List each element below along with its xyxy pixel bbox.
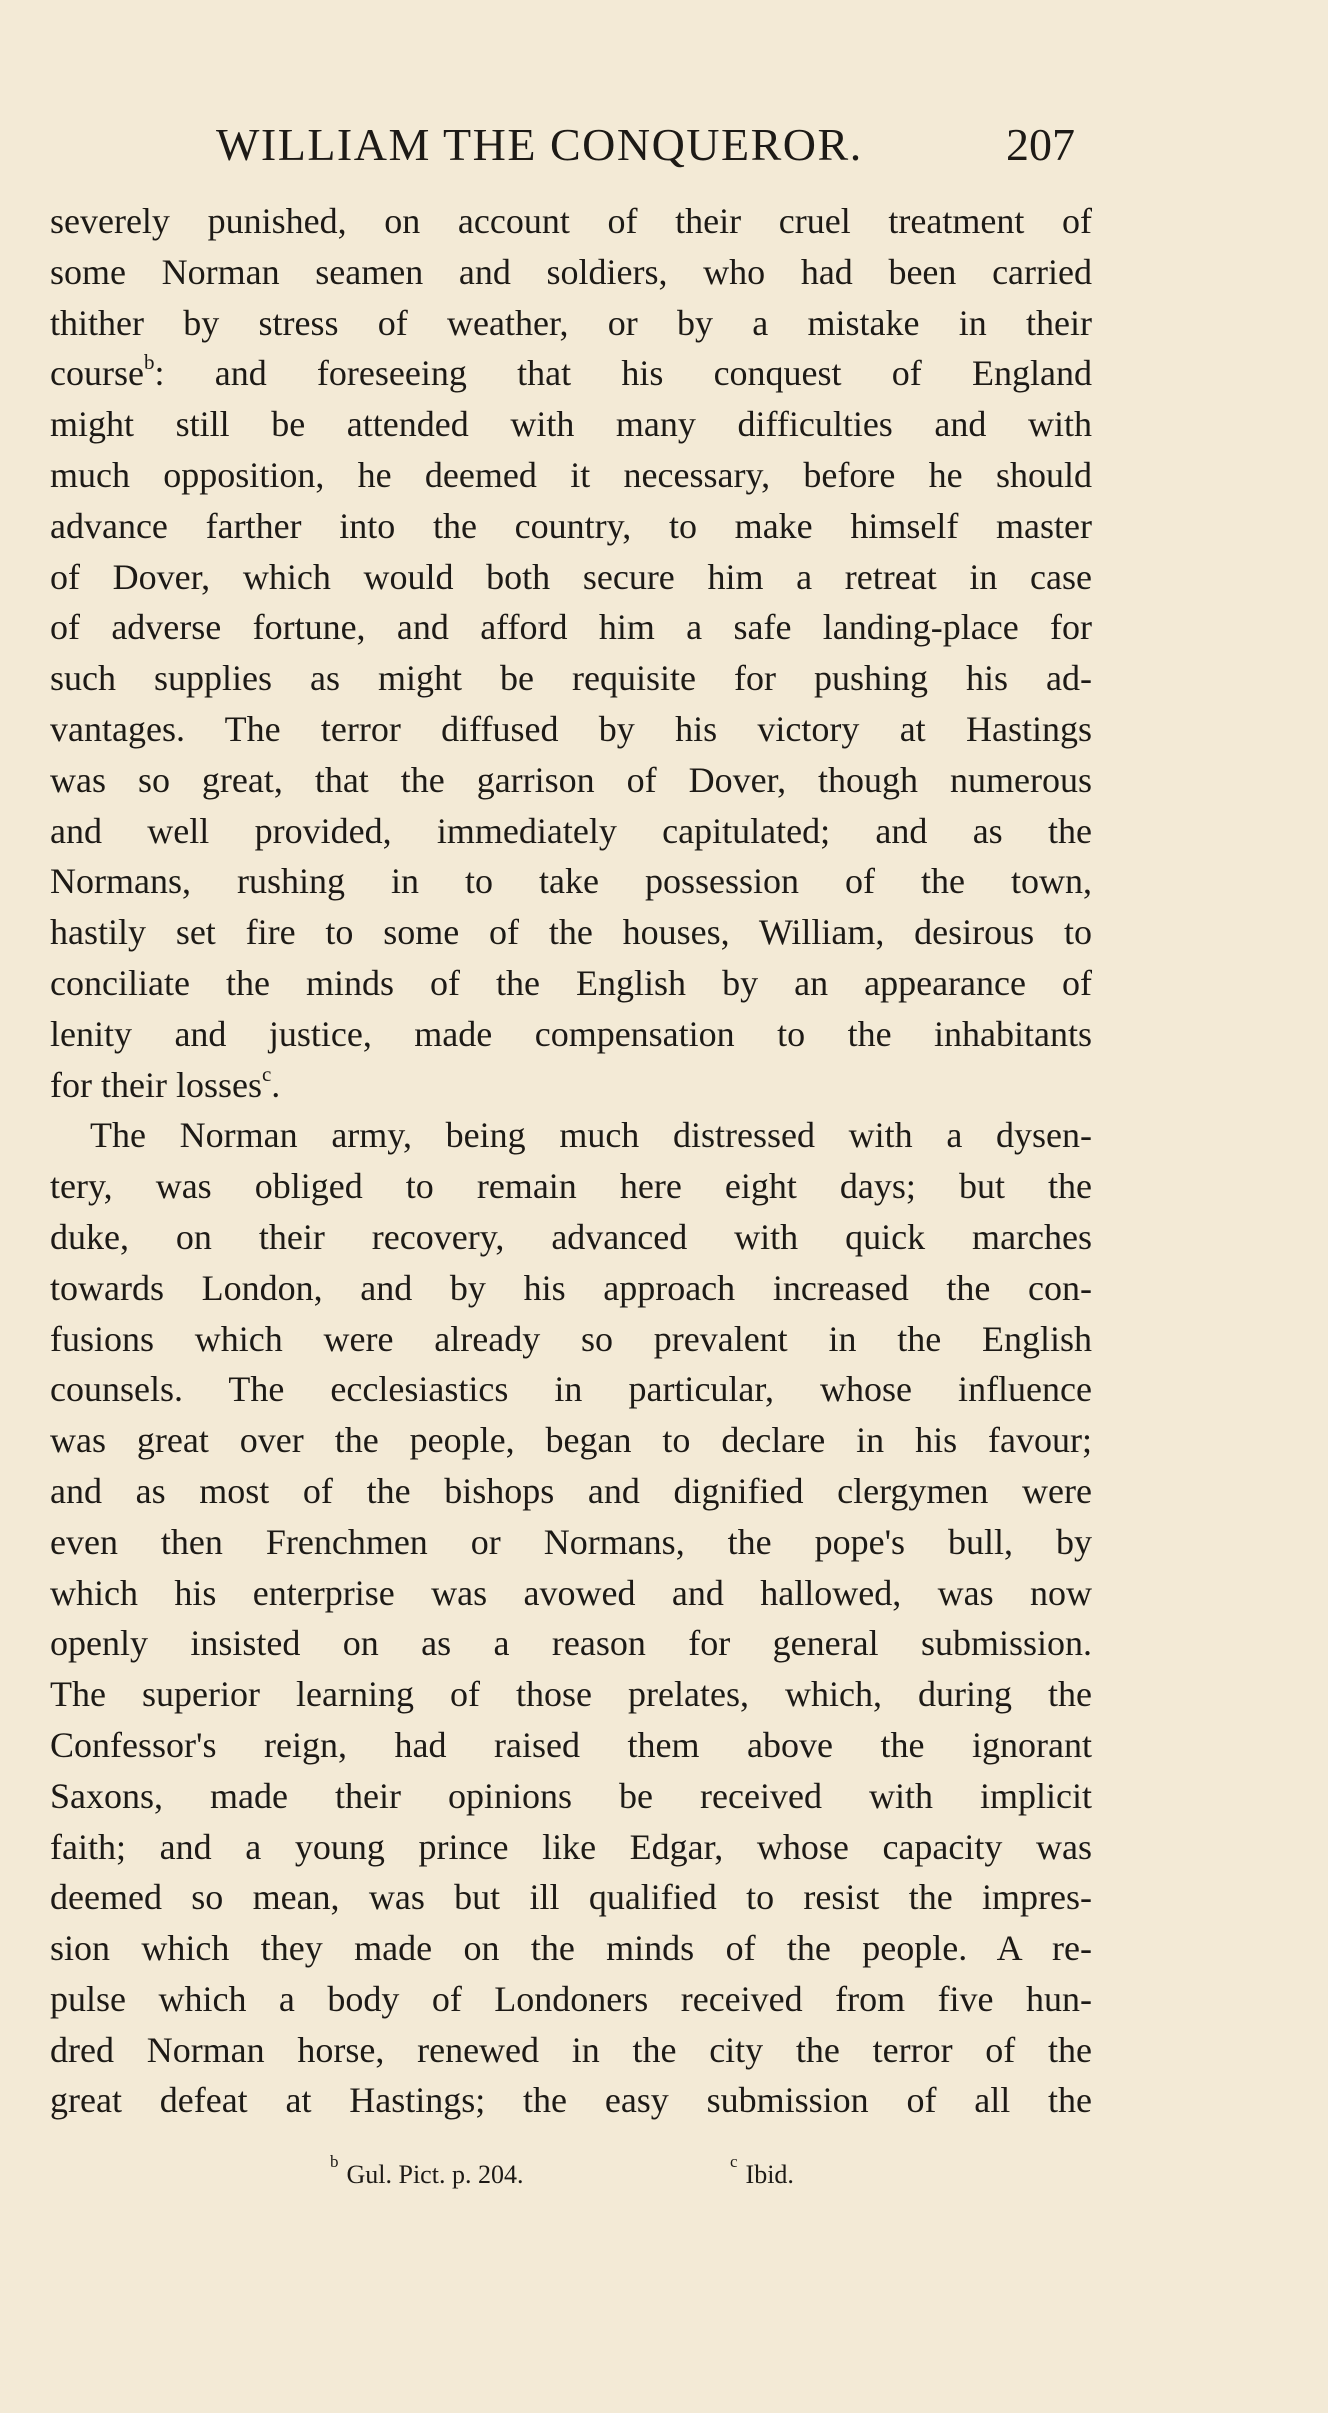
text-line [50,247,1092,298]
text-line [50,2075,1092,2126]
line-text: pulse which a body of Londoners received from five hun- [50,1978,1092,2019]
footnote-marker: b [330,2152,339,2172]
line-text: for their losses [50,1064,262,1105]
line-text: faith; and a young prince like Edgar, whose capacity was [50,1826,1092,1867]
line-text: vantages. The terror diffused by his victory at Hastings [50,708,1092,749]
text-line [50,755,1092,806]
line-text: The Norman army, being much distressed with a dysen- [90,1115,1092,1156]
line-text-continued: . [271,1064,281,1105]
text-line [50,1466,1092,1517]
text-line [50,1212,1092,1263]
text-line [50,1161,1092,1212]
text-line [50,602,1092,653]
footnote-reference: c [261,1061,272,1086]
line-text: dred Norman horse, renewed in the city the terror of the [50,2029,1092,2070]
line-text: advance farther into the country, to make himself master [50,505,1092,546]
line-text: course [50,353,144,394]
text-line [50,1771,1092,1822]
line-text: which his enterprise was avowed and hallowed, was now [50,1572,1092,1613]
text-line [50,856,1092,907]
text-line [50,1923,1092,1974]
line-text: such supplies as might be requisite for pushing his ad- [50,658,1092,699]
line-text: deemed so mean, was but ill qualified to resist the impres- [50,1877,1092,1918]
text-line [50,501,1092,552]
text-line [50,1009,1092,1060]
line-text: Normans, rushing in to take possession of the town, [50,861,1092,902]
line-text: much opposition, he deemed it necessary, before he should [50,454,1092,495]
text-line [50,907,1092,958]
running-head [0,118,1328,178]
text-line [50,806,1092,857]
text-line [50,196,1092,247]
page-number: 207 [1006,119,1075,170]
line-text: and as most of the bishops and dignified clergymen were [50,1470,1092,1511]
line-text: was so great, that the garrison of Dover, though numerous [50,759,1092,800]
line-text: tery, was obliged to remain here eight days; but the [50,1166,1092,1207]
footnote-marker: c [730,2152,738,2172]
text-line [50,958,1092,1009]
line-text: great defeat at Hastings; the easy submission of all the [50,2080,1092,2121]
line-text: duke, on their recovery, advanced with quick marches [50,1216,1092,1257]
text-line [50,1415,1092,1466]
line-text: lenity and justice, made compensation to the inhabitants [50,1013,1092,1054]
line-text: of Dover, which would both secure him a retreat in case [50,556,1092,597]
text-line [50,1822,1092,1873]
line-text: even then Frenchmen or Normans, the pope's bull, by [50,1521,1092,1562]
text-line [50,1669,1092,1720]
text-line [50,399,1092,450]
line-text: thither by stress of weather, or by a mistake in their [50,302,1092,343]
text-line [50,1263,1092,1314]
footnote-c [730,2152,794,2190]
text-line [50,1517,1092,1568]
text-line [50,552,1092,603]
line-text: might still be attended with many difficulties and with [50,404,1092,445]
text-line [50,348,1092,399]
footnote-reference: b [143,350,155,375]
text-line [50,1720,1092,1771]
line-text: and well provided, immediately capitulated; and as the [50,810,1092,851]
text-line [50,1872,1092,1923]
text-line [50,1974,1092,2025]
line-text: some Norman seamen and soldiers, who had been carried [50,251,1092,292]
line-text: severely punished, on account of their cruel treatment of [50,201,1092,241]
line-text: counsels. The ecclesiastics in particular, whose influence [50,1369,1092,1410]
line-text: towards London, and by his approach increased the con- [50,1267,1092,1308]
line-text: was great over the people, began to declare in his favour; [50,1420,1092,1461]
body-text [50,196,1092,2126]
text-line [50,450,1092,501]
line-text: Saxons, made their opinions be received with implicit [50,1775,1092,1816]
line-text: hastily set fire to some of the houses, William, desirous to [50,912,1092,953]
running-title: WILLIAM THE CONQUEROR. [216,119,863,170]
line-text: Confessor's reign, had raised them above the ignorant [50,1724,1092,1765]
footnotes [0,2152,1328,2200]
line-text: sion which they made on the minds of the people. A re- [50,1928,1092,1969]
line-text: The superior learning of those prelates, which, during the [50,1674,1092,1715]
line-text: conciliate the minds of the English by an appearance of [50,962,1092,1003]
line-text: of adverse fortune, and afford him a safe landing-place for [50,607,1092,648]
footnote-text: Gul. Pict. p. 204. [346,2160,524,2189]
text-line [50,1110,1092,1161]
text-line [50,1314,1092,1365]
footnote-b [330,2152,524,2190]
text-line [50,1618,1092,1669]
line-text: openly insisted on as a reason for general submission. [50,1623,1092,1664]
text-line [50,298,1092,349]
text-line [50,1364,1092,1415]
line-text: fusions which were already so prevalent in the English [50,1318,1092,1359]
text-line [50,704,1092,755]
line-text-continued: : and foreseeing that his conquest of England [154,353,1092,394]
text-line [50,653,1092,704]
footnote-text: Ibid. [745,2160,794,2189]
text-line [50,1060,1092,1111]
text-line [50,1568,1092,1619]
text-line [50,2025,1092,2076]
